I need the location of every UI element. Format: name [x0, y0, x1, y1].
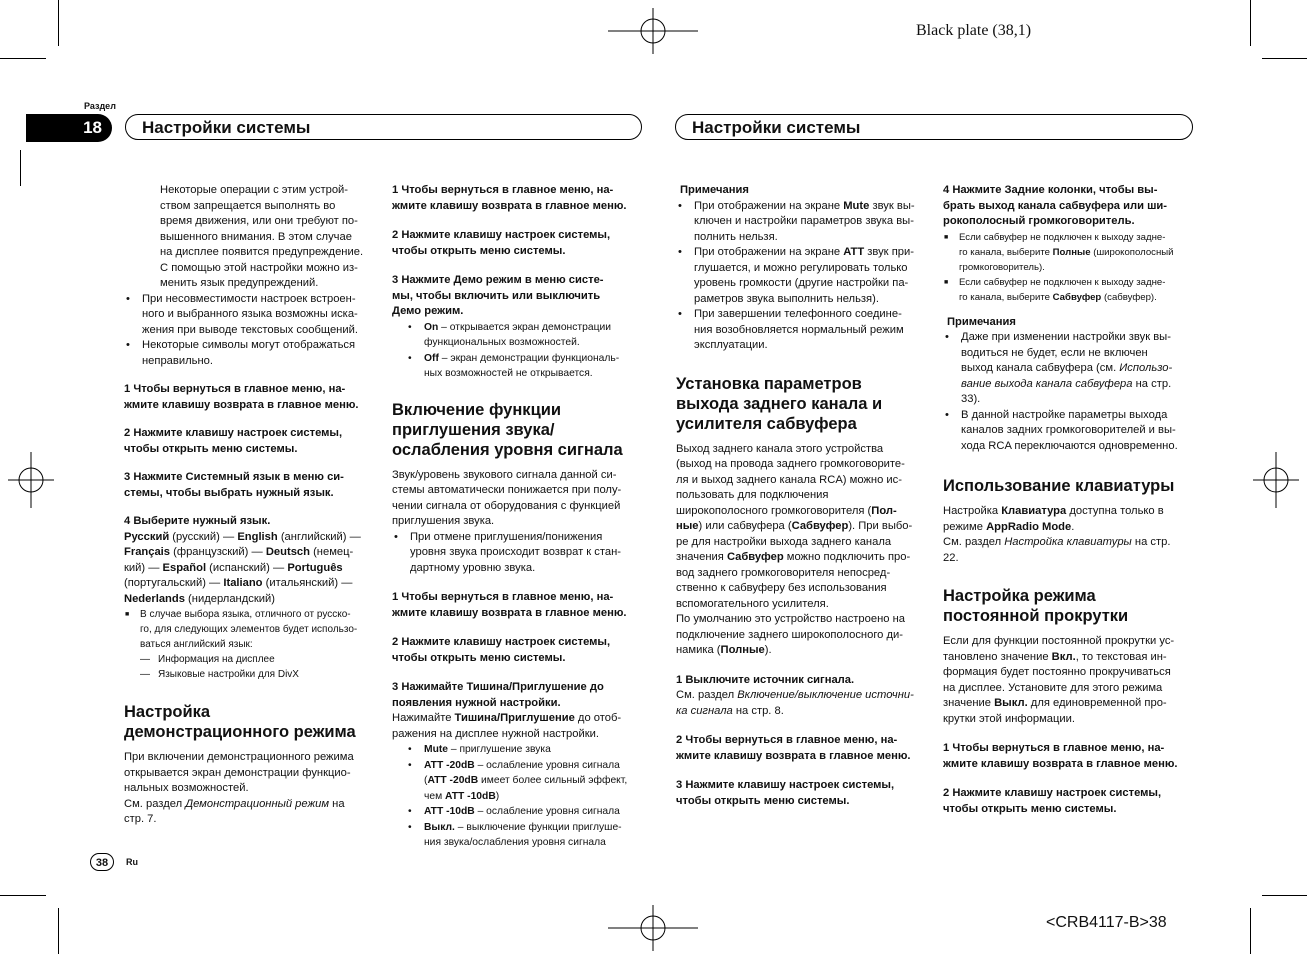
step: 1 Чтобы вернуться в главное меню, на- жмите клавишу возврата в главное меню. — [124, 383, 359, 411]
list-item: • Выкл. – выключение функции приглуше- ния звука/ослабления уровня сигнала — [392, 820, 644, 851]
section-number: 18 — [26, 114, 112, 142]
registration-mark-icon — [608, 905, 698, 951]
page-title-right: Настройки системы — [675, 114, 1193, 140]
list-item: • ATT -10dB – ослабление уровня сигнала — [392, 804, 644, 820]
step: 2 Чтобы вернуться в главное меню, на- жмите клавишу возврата в главное меню. — [676, 734, 911, 762]
list-item: • При несовместимости настроек встроен- ного и выбранного языка возможны иска- жения при выводе текстовых сообщений. — [124, 292, 376, 339]
step: 3 Нажмите Системный язык в меню си- стемы, чтобы выбрать нужный язык. — [124, 471, 344, 499]
list-item: ■ Если сабвуфер не подключен к выходу задне- го канала, выберите Сабвуфер (сабвуфер). — [943, 275, 1199, 305]
step: 1 Чтобы вернуться в главное меню, на- жмите клавишу возврата в главное меню. — [392, 591, 627, 619]
step: 3 Нажимайте Тишина/Приглушение до появления нужной настройки. — [392, 681, 604, 709]
crop-mark — [1250, 908, 1251, 954]
step: 1 Чтобы вернуться в главное меню, на- жмите клавишу возврата в главное меню. — [392, 184, 627, 212]
crop-mark — [58, 0, 59, 46]
paragraph: См. раздел Включение/выключение источни- ка сигнала на стр. 8. — [676, 689, 914, 717]
step: 1 Выключите источник сигнала. — [676, 673, 855, 686]
step: 2 Нажмите клавишу настроек системы, чтобы открыть меню системы. — [124, 427, 343, 455]
list-item: • Mute – приглушение звука — [392, 742, 644, 758]
crop-mark — [1250, 0, 1251, 46]
list-item: • При отображении на экране Mute звук вы- ключен и настройки параметров звука вы- полнить нельзя. — [676, 199, 930, 246]
crop-mark — [0, 895, 46, 896]
crop-mark — [58, 908, 59, 954]
crop-mark — [0, 58, 46, 59]
list-item: • При завершении телефонного соедине- ния возобновляется нормальный режим эксплуатации. — [676, 307, 930, 354]
section-label: Раздел — [84, 101, 116, 111]
paragraph: Нажимайте Тишина/Приглушение до отоб- ражения на дисплее нужной настройки. — [392, 712, 622, 740]
list-item: ■ В случае выбора языка, отличного от русско- го, для следующих элементов будет использо- ваться английский язык: — [124, 607, 376, 652]
registration-mark-icon — [1253, 452, 1299, 508]
paragraph: Настройка Клавиатура доступна только в режиме AppRadio Mode. См. раздел Настройка клавиатуры на стр. 22. — [943, 505, 1171, 564]
list-item: — Информация на дисплее — [124, 652, 376, 667]
column-3 — [676, 183, 930, 809]
list-item: • При отмене приглушения/понижения уровня звука происходит возврат к стан- дартному уровню звука. — [392, 530, 644, 577]
section-heading: Настройка режима постоянной прокрутки — [943, 587, 1129, 625]
paragraph: Если для функции постоянной прокрутки ус- тановлено значение Вкл., то текстовая ин- формация будет постоянно прокручиваться на дисплее. Установите для этого режима значение Выкл. для единовременной про- крутки этой информации. — [943, 635, 1175, 725]
registration-mark-icon — [608, 8, 698, 54]
warning-intro: Некоторые операции с этим устрой- ством запрещается выполнять во время движения, или они требуют по- вышенного внимания. В этом случае на дисплее появится предупреждение. С помощью этой настройки можно из- менить язык предупреждений. — [160, 184, 364, 289]
column-1 — [124, 183, 376, 828]
paragraph: Звук/уровень звукового сигнала данной си- стемы автоматически понижается при полу- чении сигнала от оборудования с функцией приглушения звука. — [392, 468, 622, 527]
document-code: <CRB4117-B>38 — [1046, 914, 1167, 931]
paragraph: Выход заднего канала этого устройства (выход на провода заднего громкоговорите- ля и выход заднего канала RCA) можно ис- пользовать для подключения широкополосного громкоговорителя (Пол- ные) или сабвуфера (Сабвуфер). При выбо- ре для настройки выхода заднего канала значения Сабвуфер можно подключить про- вод заднего громкоговорителя непосред- ственно к сабвуферу без использования вспомогательного усилителя. По умолчанию это устройство настроено на подключение заднего широкополосного ди- намика (Полные). — [676, 442, 913, 656]
list-item: — Языковые настройки для DivX — [124, 667, 376, 682]
crop-mark — [1262, 895, 1307, 896]
list-item: • On – открывается экран демонстрации функциональных возможностей. — [392, 320, 644, 351]
page-title-left: Настройки системы — [125, 114, 642, 140]
step: 2 Нажмите клавишу настроек системы, чтобы открыть меню системы. — [392, 229, 611, 257]
list-item: • Некоторые символы могут отображаться неправильно. — [124, 338, 376, 369]
language-label: Ru — [126, 857, 138, 867]
step: 2 Нажмите клавишу настроек системы, чтобы открыть меню системы. — [392, 636, 611, 664]
registration-mark-icon — [8, 452, 54, 508]
list-item: • Off – экран демонстрации функциональ- ных возможностей не открывается. — [392, 351, 644, 382]
list-item: ■ Если сабвуфер не подключен к выходу задне- го канала, выберите Полные (широкополосный громкоговоритель). — [943, 230, 1199, 275]
step: 3 Нажмите Демо режим в меню систе- мы, чтобы включить или выключить Демо режим. — [392, 274, 604, 317]
step: 4 Выберите нужный язык. — [124, 515, 271, 527]
step: 4 Нажмите Задние колонки, чтобы вы- брать выход канала сабвуфера или ши- рокополосный громкоговоритель. — [943, 184, 1168, 227]
notes-title: Примечания — [680, 184, 749, 196]
step: 2 Нажмите клавишу настроек системы, чтобы открыть меню системы. — [943, 787, 1162, 815]
list-item: • Даже при изменении настройки звук вы- водиться не будет, если не включен выход канала сабвуфера (см. Использо- вание выхода канала сабвуфера на стр. 33). — [943, 330, 1199, 408]
list-item: • В данной настройке параметры выхода каналов задних громкоговорителей и вы- хода RCA переключаются одновременно. — [943, 408, 1199, 455]
crop-mark — [20, 150, 21, 186]
column-2 — [392, 183, 644, 851]
crop-mark — [1262, 58, 1307, 59]
list-item: • ATT -20dB – ослабление уровня сигнала (ATT -20dB имеет более сильный эффект, чем ATT -10dB) — [392, 758, 644, 805]
language-list: Русский (русский) — English (английский) — Français (французский) — Deutsch (немец- кий) — Español (испанский) — Português (португальский) — Italiano (итальянский) — Nederlands (нидерландский) — [124, 530, 361, 605]
notes-title: Примечания — [947, 315, 1016, 328]
page-number: 38 — [90, 853, 114, 871]
section-heading: Установка параметров выхода заднего канала и усилителя сабвуфера — [676, 374, 883, 433]
step: 1 Чтобы вернуться в главное меню, на- жмите клавишу возврата в главное меню. — [943, 742, 1178, 770]
section-heading: Настройка демонстрационного режима — [124, 703, 356, 741]
section-heading: Включение функции приглушения звука/ ослабления уровня сигнала — [392, 400, 623, 459]
section-heading: Использование клавиатуры — [943, 477, 1175, 495]
column-4 — [943, 183, 1199, 817]
list-item: • При отображении на экране ATT звук при- глушается, и можно регулировать только уровень громкости (другие настройки па- раметров звука выполнить нельзя). — [676, 245, 930, 307]
plate-label: Black plate (38,1) — [916, 22, 1032, 39]
step: 3 Нажмите клавишу настроек системы, чтобы открыть меню системы. — [676, 779, 895, 807]
paragraph: При включении демонстрационного режима открывается экран демонстрации функцио- нальных возможностей. См. раздел Демонстрационный режим на стр. 7. — [124, 751, 354, 825]
